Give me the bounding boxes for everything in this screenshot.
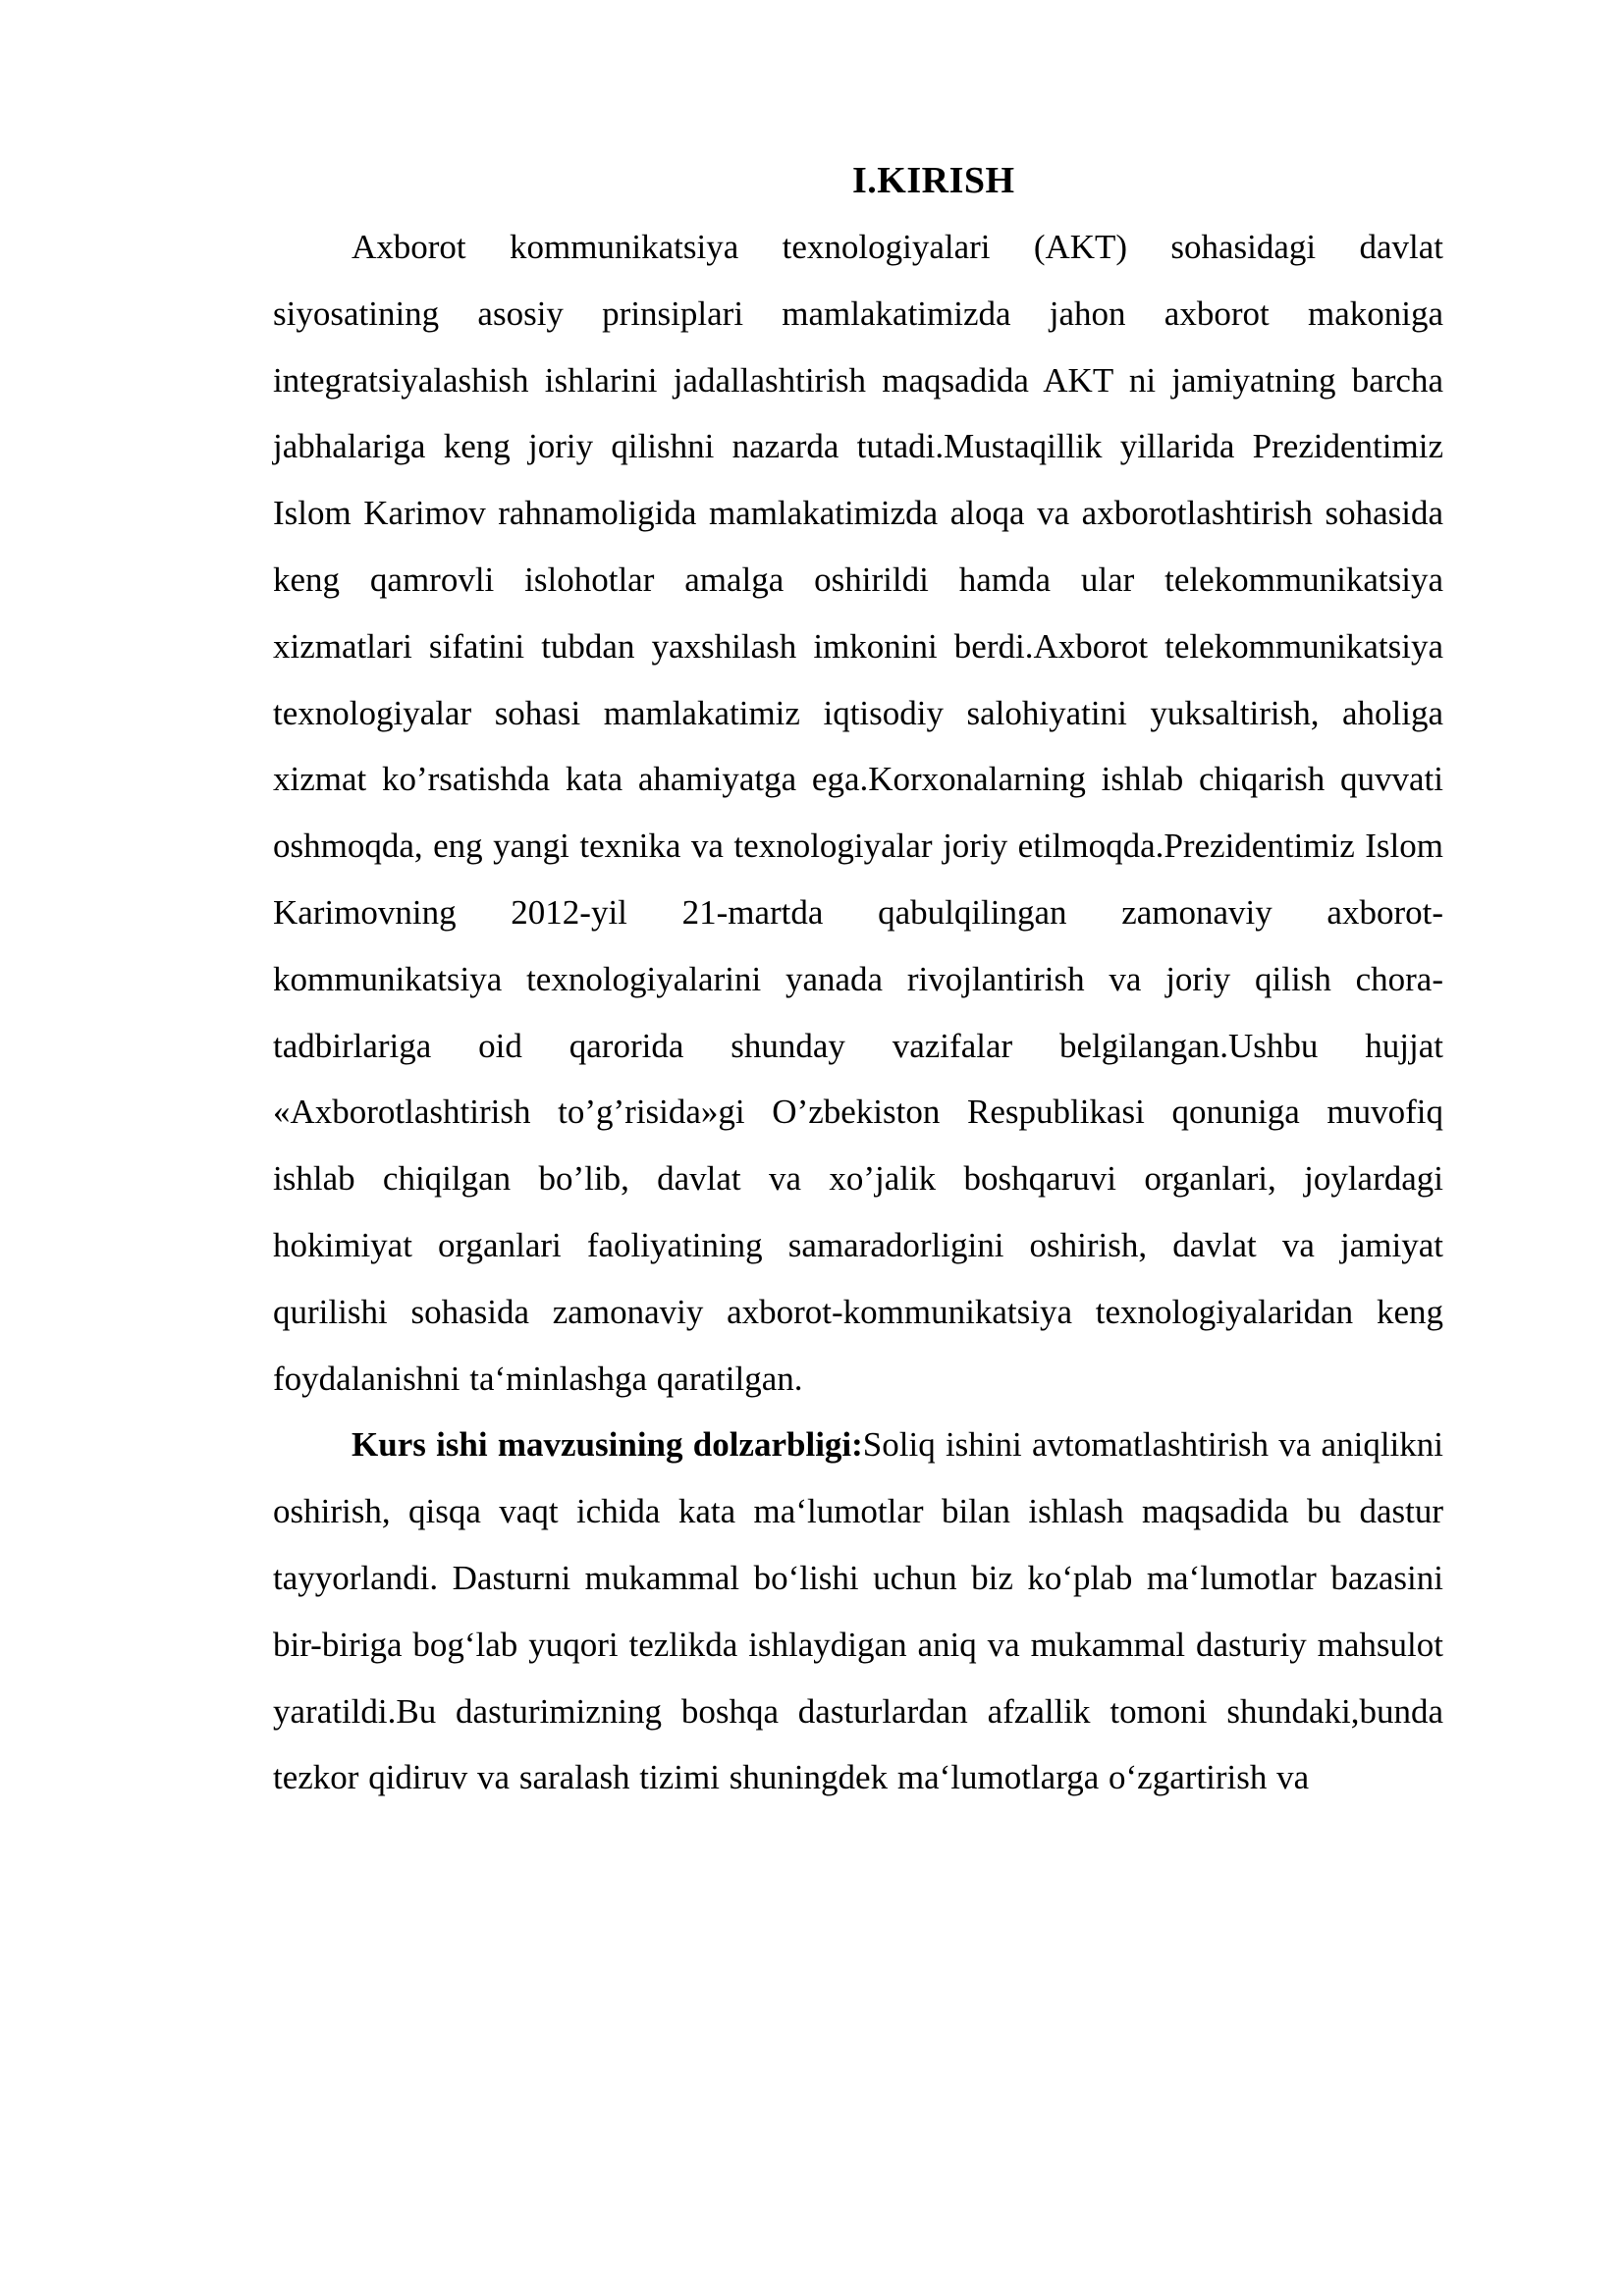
page-content <box>273 147 1443 1811</box>
section-title: I.KIRISH <box>852 160 1015 201</box>
intro-paragraph: Axborot kommunikatsiya texnologiyalari (AKT) sohasidagi davlat siyosatining asosiy prinsiplari mamlakatimizda jahon axborot makoniga integratsiyalashish ishlarini jadallashtirish maqsadida AKT ni jamiyatning barcha jabhalariga keng joriy qilishni nazarda tutadi.Mustaqillik yillarida Prezidentimiz Islom Karimov rahnamoligida mamlakatimizda aloqa va axborotlashtirish sohasida keng qamrovli islohotlar amalga oshirildi hamda ular telekommunikatsiya xizmatlari sifatini tubdan yaxshilash imkonini berdi.Axborot telekommunikatsiya texnologiyalar sohasi mamlakatimiz iqtisodiy salohiyatini yuksaltirish, aholiga xizmat ko’rsatishda kata ahamiyatga ega.Korxonalarning ishlab chiqarish quvvati oshmoqda, eng yangi texnika va texnologiyalar joriy etilmoqda.Prezidentimiz Islom Karimovning 2012-yil 21-martda qabulqilingan zamonaviy axborot-kommunikatsiya texnologiyalarini yanada rivojlantirish va joriy qilish chora-tadbirlariga oid qarorida shunday vazifalar belgilangan.Ushbu hujjat «Axborotlashtirish to’g’risida»gi O’zbekiston Respublikasi qonuniga muvofiq ishlab chiqilgan bo’lib, davlat va xo’jalik boshqaruvi organlari, joylardagi hokimiyat organlari faoliyatining samaradorligini oshirish, davlat va jamiyat qurilishi sohasida zamonaviy axborot-kommunikatsiya texnologiyalaridan keng foydalanishni ta‘minlashga qaratilgan. <box>273 228 1443 1398</box>
relevance-text: Soliq ishini avtomatlashtirish va aniqlikni oshirish, qisqa vaqt ichida kata ma‘lumotlar bilan ishlash maqsadida bu dastur tayyorlandi. Dasturni mukammal bo‘lishi uchun biz ko‘plab ma‘lumotlar bazasini bir-biriga bog‘lab yuqori tezlikda ishlaydigan aniq va mukammal dasturiy mahsulot yaratildi.Bu dasturimizning boshqa dasturlardan afzallik tomoni shundaki,bunda tezkor qidiruv va saralash tizimi shuningdek ma‘lumotlarga o‘zgartirish va <box>273 1425 1443 1797</box>
relevance-heading: Kurs ishi mavzusining dolzarbligi: <box>352 1425 863 1465</box>
relevance-paragraph <box>273 1412 1443 1811</box>
